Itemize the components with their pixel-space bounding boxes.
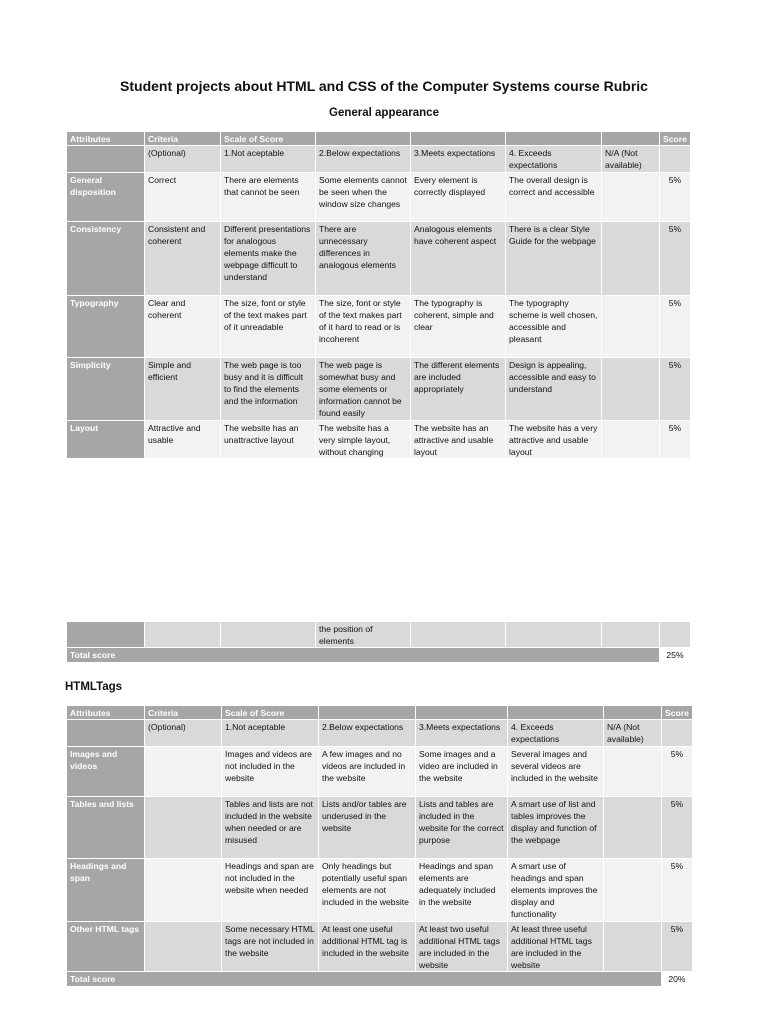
row-criteria [145, 921, 222, 972]
row-attribute: Other HTML tags [67, 921, 145, 972]
table-subheader-row [67, 720, 693, 746]
header-attributes: Attributes [67, 706, 145, 720]
row-level-1: There are elements that cannot be seen [221, 172, 316, 221]
table-row [67, 921, 693, 972]
row-na [602, 420, 660, 459]
total-score-row [67, 648, 691, 662]
row-criteria: Simple and efficient [145, 357, 221, 420]
row-score: 5% [660, 357, 691, 420]
header-scale: Scale of Score [221, 132, 316, 146]
row-level-1: Headings and span are not included in the website when needed [222, 858, 319, 921]
table-row [67, 420, 691, 459]
row-level-2: A few images and no videos are included in the website [319, 746, 416, 796]
row-level-4: A smart use of list and tables improves the display and function of the webpage [508, 796, 604, 858]
row-criteria: Correct [145, 172, 221, 221]
row-na [602, 357, 660, 420]
header-criteria: Criteria [145, 706, 222, 720]
header-level-2: 2.Below expectations [316, 146, 411, 172]
header-level-4: 4. Exceeds expectations [508, 720, 604, 746]
row-na [604, 921, 662, 972]
row-level-4: The website has a very attractive and usable layout [506, 420, 602, 459]
row-score: 5% [662, 921, 693, 972]
header-na: N/A (Not available) [602, 146, 660, 172]
header-level-1: 1.Not aceptable [221, 146, 316, 172]
row-level-4: At least three useful additional HTML tags are included in the website [508, 921, 604, 972]
total-score-label: Total score [67, 972, 662, 986]
row-level-4: The overall design is correct and accessible [506, 172, 602, 221]
row-attribute: Tables and lists [67, 796, 145, 858]
row-attribute: Layout [67, 420, 145, 459]
header-level-3: 3.Meets expectations [416, 720, 508, 746]
row-level-1: Images and videos are not included in the website [222, 746, 319, 796]
table-row [67, 746, 693, 796]
row-score: 5% [662, 746, 693, 796]
header-level-4: 4. Exceeds expectations [506, 146, 602, 172]
row-level-3: Headings and span elements are adequately included in the website [416, 858, 508, 921]
row-level-3: The typography is coherent, simple and clear [411, 295, 506, 357]
table-row [67, 172, 691, 221]
row-score: 5% [662, 796, 693, 858]
row-level-4: The typography scheme is well chosen, accessible and pleasant [506, 295, 602, 357]
row-criteria [145, 858, 222, 921]
header-score: Score [660, 132, 691, 146]
row-level-1: Some necessary HTML tags are not included in the website [222, 921, 319, 972]
row-attribute: General disposition [67, 172, 145, 221]
row-level-2: At least one useful additional HTML tag is included in the website [319, 921, 416, 972]
table-row [67, 221, 691, 295]
header-score: Score [662, 706, 693, 720]
row-attribute: Images and videos [67, 746, 145, 796]
row-na [602, 172, 660, 221]
row-score: 5% [660, 172, 691, 221]
row-level-2: Some elements cannot be seen when the window size changes [316, 172, 411, 221]
row-attribute: Headings and span [67, 858, 145, 921]
row-attribute: Simplicity [67, 357, 145, 420]
row-level-1: Tables and lists are not included in the website when needed or are misused [222, 796, 319, 858]
table-header-row [67, 132, 691, 146]
header-criteria: Criteria [145, 132, 221, 146]
section-title-html-tags: HTMLTags [65, 681, 123, 693]
header-optional: (Optional) [145, 146, 221, 172]
row-na [604, 858, 662, 921]
header-level-2: 2.Below expectations [319, 720, 416, 746]
row-score: 5% [660, 295, 691, 357]
total-score-value: 25% [660, 648, 691, 662]
row-level-4: Design is appealing, accessible and easy to understand [506, 357, 602, 420]
row-criteria: Clear and coherent [145, 295, 221, 357]
total-score-row [67, 972, 693, 986]
row-criteria [145, 796, 222, 858]
row-level-4: Several images and several videos are included in the website [508, 746, 604, 796]
row-na [602, 221, 660, 295]
table-header-row [67, 706, 693, 720]
header-level-3: 3.Meets expectations [411, 146, 506, 172]
table-subheader-row [67, 146, 691, 172]
general-appearance-rubric-continuation [66, 621, 691, 663]
table-row [67, 295, 691, 357]
row-level-1: Different presentations for analogous elements make the webpage difficult to understand [221, 221, 316, 295]
header-attributes: Attributes [67, 132, 145, 146]
total-score-value: 20% [662, 972, 693, 986]
row-level-3: Every element is correctly displayed [411, 172, 506, 221]
row-score: 5% [662, 858, 693, 921]
row-level-1: The website has an unattractive layout [221, 420, 316, 459]
row-score: 5% [660, 420, 691, 459]
row-level-2: Only headings but potentially useful span elements are not included in the website [319, 858, 416, 921]
row-level-3: Lists and tables are included in the website for the correct purpose [416, 796, 508, 858]
row-level-3: The different elements are included appropriately [411, 357, 506, 420]
total-score-label: Total score [67, 648, 660, 662]
row-level-3: Analogous elements have coherent aspect [411, 221, 506, 295]
section-title-general-appearance: General appearance [329, 107, 439, 119]
row-level-3: The website has an attractive and usable layout [411, 420, 506, 459]
table-row [67, 858, 693, 921]
row-na [604, 796, 662, 858]
row-na [604, 746, 662, 796]
row-na [602, 295, 660, 357]
row-level-2: The size, font or style of the text makes part of it hard to read or is incoherent [316, 295, 411, 357]
row-level-2: Lists and/or tables are underused in the website [319, 796, 416, 858]
row-attribute: Typography [67, 295, 145, 357]
row-score: 5% [660, 221, 691, 295]
table-row [67, 622, 691, 648]
header-level-1: 1.Not aceptable [222, 720, 319, 746]
row-attribute: Consistency [67, 221, 145, 295]
row-level-4: A smart use of headings and span elements improves the display and functionality [508, 858, 604, 921]
row-level-1: The size, font or style of the text makes part of it unreadable [221, 295, 316, 357]
row-level-2-continuation: the position of elements [316, 622, 411, 648]
row-level-1: The web page is too busy and it is difficult to find the elements and the information [221, 357, 316, 420]
row-criteria: Consistent and coherent [145, 221, 221, 295]
header-scale: Scale of Score [222, 706, 319, 720]
row-level-4: There is a clear Style Guide for the webpage [506, 221, 602, 295]
table-row [67, 357, 691, 420]
row-level-2: There are unnecessary differences in analogous elements [316, 221, 411, 295]
document-title: Student projects about HTML and CSS of the Computer Systems course Rubric [120, 78, 648, 94]
row-criteria: Attractive and usable [145, 420, 221, 459]
general-appearance-rubric-table [66, 131, 691, 459]
row-level-3: Some images and a video are included in the website [416, 746, 508, 796]
row-level-3: At least two useful additional HTML tags are included in the website [416, 921, 508, 972]
row-level-2: The website has a very simple layout, without changing [316, 420, 411, 459]
row-criteria [145, 746, 222, 796]
table-row [67, 796, 693, 858]
row-level-2: The web page is somewhat busy and some elements or information cannot be found easily [316, 357, 411, 420]
header-na: N/A (Not available) [604, 720, 662, 746]
header-optional: (Optional) [145, 720, 222, 746]
html-tags-rubric-table [66, 705, 693, 987]
